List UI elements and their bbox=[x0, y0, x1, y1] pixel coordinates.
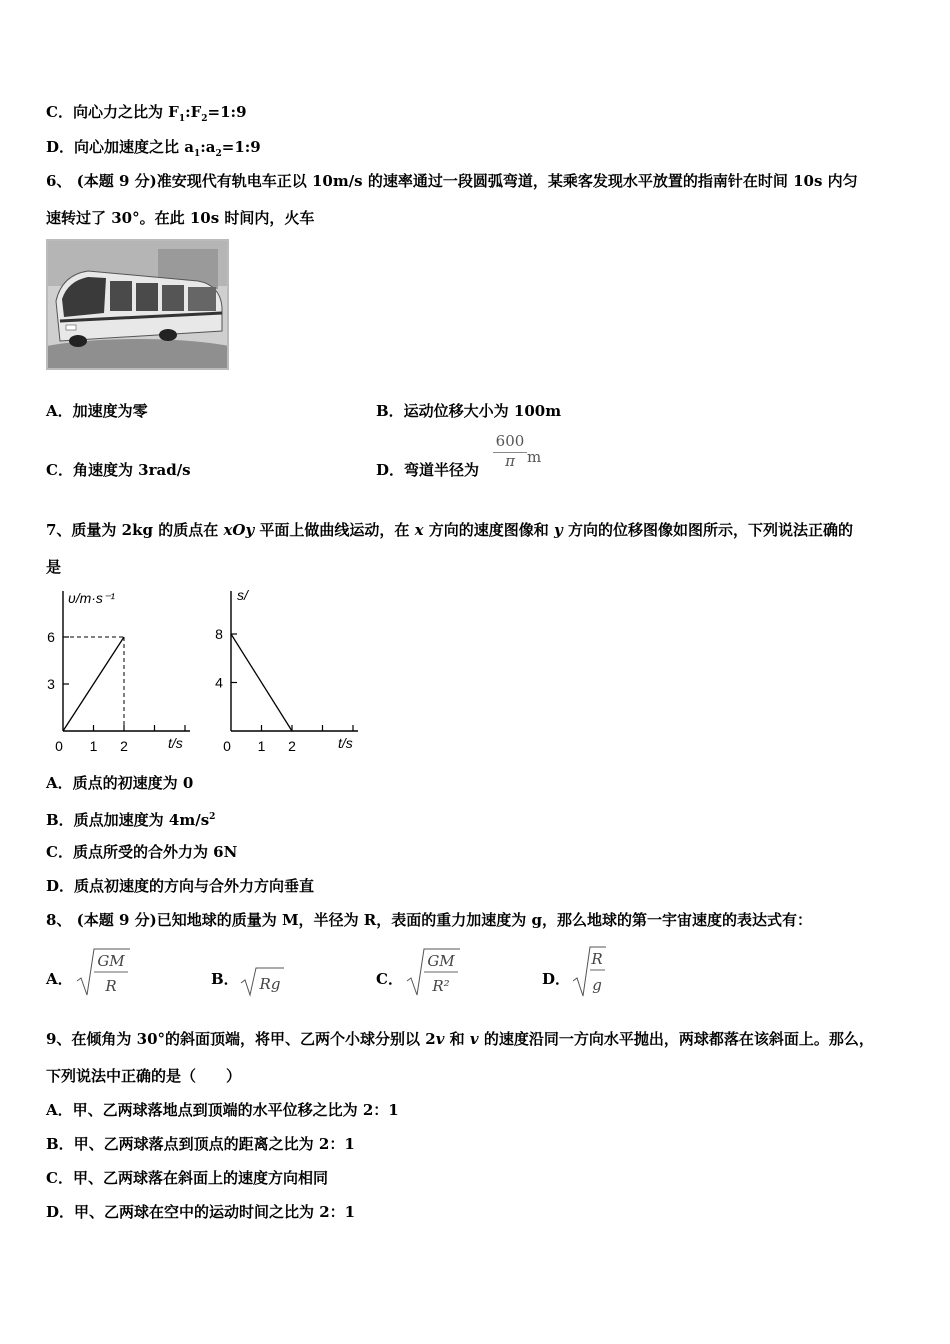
velocity-time-graph bbox=[40, 585, 200, 755]
q8-option-b-label: B． bbox=[211, 970, 239, 988]
q5-option-d: D．向心加速度之比 $a_1:a_2=1:9$ bbox=[46, 138, 261, 159]
q8-option-a-sqrt bbox=[74, 945, 134, 999]
radicand: Rg bbox=[259, 975, 281, 993]
tram-photo bbox=[46, 239, 229, 370]
q9-stem-line2: 下列说法中正确的是（ ） bbox=[46, 1067, 242, 1085]
q7-option-c: C．质点所受的合外力为 6N bbox=[46, 843, 238, 861]
x-axis-label: t/s bbox=[168, 735, 183, 751]
q8-option-b-sqrt bbox=[238, 965, 288, 997]
q8-option-d-sqrt bbox=[570, 943, 610, 999]
q5-option-c: C．向心力之比为 $F_1:F_2=1:9$ bbox=[46, 103, 247, 124]
q6-option-d-unit: m bbox=[527, 448, 542, 466]
x-tick-label: 0 bbox=[55, 738, 63, 754]
numerator: GM bbox=[427, 952, 455, 970]
q6-option-c: C．角速度为 3rad/s bbox=[46, 461, 191, 479]
q6-option-a: A．加速度为零 bbox=[46, 402, 148, 420]
y-axis-label: s/ bbox=[237, 587, 248, 603]
q9-stem-line1: 9、在倾角为 30°的斜面顶端，将甲、乙两个小球分别以 2v 和 v 的速度沿同一方向水平抛出，两球都落在该斜面上。那么， bbox=[46, 1030, 874, 1048]
y-tick-label: 6 bbox=[47, 629, 55, 645]
q8-option-c-sqrt bbox=[404, 945, 464, 999]
x-tick-label: 1 bbox=[89, 738, 98, 754]
x-tick-label: 2 bbox=[120, 738, 128, 754]
x-tick-label: 0 bbox=[223, 738, 231, 754]
series-line bbox=[231, 634, 292, 731]
q7-option-a: A．质点的初速度为 0 bbox=[46, 774, 194, 792]
denominator: g bbox=[592, 976, 602, 994]
q6-option-d-fraction bbox=[493, 432, 527, 469]
x-tick-label: 2 bbox=[288, 738, 296, 754]
q6-stem-line2: 速转过了 30°。在此 10s 时间内，火车 bbox=[46, 209, 315, 227]
q7-stem-line2: 是 bbox=[46, 558, 62, 576]
x-tick-label: 1 bbox=[257, 738, 266, 754]
denominator: R² bbox=[432, 977, 450, 995]
q9-option-a: A．甲、乙两球落地点到顶端的水平位移之比为 2：1 bbox=[46, 1101, 399, 1119]
series-line bbox=[63, 637, 124, 731]
y-tick-label: 4 bbox=[215, 674, 223, 691]
numerator: GM bbox=[97, 952, 125, 970]
q8-option-a-label: A． bbox=[46, 970, 73, 988]
q8-option-d-label: D． bbox=[542, 970, 571, 988]
q7-option-d: D．质点初速度的方向与合外力方向垂直 bbox=[46, 877, 315, 895]
fraction-denominator: π bbox=[505, 452, 515, 470]
q8-stem: 8、 (本题 9 分)已知地球的质量为 M，半径为 R，表面的重力加速度为 g，那么地球的第一宇宙速度的表达式有： bbox=[46, 911, 812, 929]
q9-option-d: D．甲、乙两球在空中的运动时间之比为 2：1 bbox=[46, 1203, 356, 1221]
y-axis-label: υ/m·s⁻¹ bbox=[68, 590, 115, 606]
q7-stem-line1: 7、质量为 2kg 的质点在 xOy 平面上做曲线运动，在 x 方向的速度图像和 y 方向的位移图像如图所示，下列说法正确的 bbox=[46, 521, 853, 539]
y-tick-label: 8 bbox=[215, 626, 223, 642]
q7-option-b: B．质点加速度为 $4m/s^2$ bbox=[46, 811, 216, 829]
q6-option-d: D．弯道半径为 bbox=[376, 461, 480, 479]
x-axis-label: t/s bbox=[338, 735, 353, 751]
numerator: R bbox=[591, 950, 603, 968]
q8-option-c-label: C． bbox=[376, 970, 403, 988]
displacement-time-graph bbox=[210, 585, 370, 755]
fraction-numerator: 600 bbox=[495, 432, 525, 450]
q6-stem-line1: 6、 (本题 9 分)准安现代有轨电车正以 10m/s 的速率通过一段圆弧弯道，某乘客发现水平放置的指南针在时间 10s 内匀 bbox=[46, 172, 858, 190]
q9-option-b: B．甲、乙两球落点到顶点的距离之比为 2：1 bbox=[46, 1135, 355, 1153]
q6-option-b: B．运动位移大小为 100m bbox=[376, 402, 562, 420]
q9-option-c: C．甲、乙两球落在斜面上的速度方向相同 bbox=[46, 1169, 328, 1187]
denominator: R bbox=[105, 977, 117, 995]
tram-illustration bbox=[48, 241, 227, 368]
y-tick-label: 3 bbox=[47, 676, 55, 692]
